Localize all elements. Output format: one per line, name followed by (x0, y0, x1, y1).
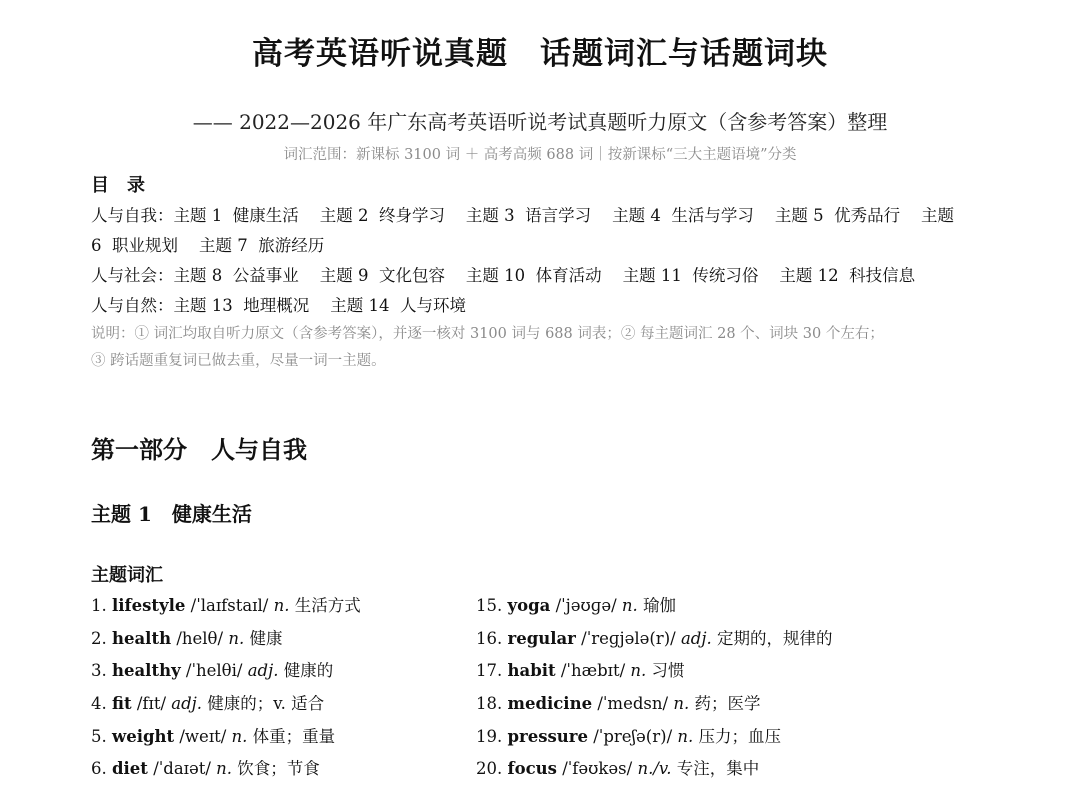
entry-phonetic: /ˈreɡjələ(r)/ (581, 628, 676, 648)
entry-number: 19. (476, 726, 503, 746)
document-subtitle: —— 2022—2026 年广东高考英语听说考试真题听力原文（含参考答案）整理 (192, 110, 888, 134)
entry-phonetic: /ˈdaɪət/ (153, 759, 211, 779)
vocab-column-right (476, 594, 832, 790)
part-title: 第一部分 人与自我 (91, 435, 307, 464)
entry-meaning: 健康的；v. 适合 (207, 694, 325, 714)
entry-phonetic: /ˈmedsn/ (597, 694, 669, 714)
vocab-entry (476, 725, 832, 758)
document-title: 高考英语听说真题 话题词汇与话题词块 (252, 36, 828, 72)
entry-meaning: 健康 (249, 628, 283, 648)
entry-meaning: 健康的 (283, 661, 334, 681)
vocab-entry (476, 594, 832, 627)
entry-part-of-speech: n. (621, 596, 638, 615)
toc-line-self-1: 人与自我：主题 1 健康生活 主题 2 终身学习 主题 3 语言学习 主题 4 生活与学习 主题 5 优秀品行 主题 (91, 206, 955, 225)
theme-title: 主题 1 健康生活 (91, 502, 252, 526)
vocab-heading: 主题词汇 (91, 565, 163, 586)
entry-part-of-speech: n. (630, 661, 647, 681)
entry-phonetic: /helθ/ (176, 628, 224, 648)
entry-meaning: 定期的，规律的 (716, 628, 833, 648)
entry-number: 17. (476, 661, 503, 681)
toc-note-1: 说明：① 词汇均取自听力原文（含参考答案），并逐一核对 3100 词与 688 词表；② 每主题词汇 28 个、词块 30 个左右； (91, 326, 884, 342)
entry-number: 1. (91, 596, 107, 615)
toc-heading: 目 录 (91, 175, 145, 196)
entry-part-of-speech: n. (273, 596, 290, 615)
entry-meaning: 体重；重量 (252, 726, 336, 746)
entry-phonetic: /ˈlaɪfstaɪl/ (190, 596, 269, 615)
entry-number: 16. (476, 628, 503, 648)
entry-word: focus (507, 759, 557, 779)
entry-word: fit (112, 694, 132, 714)
entry-number: 4. (91, 694, 107, 714)
vocab-entry (476, 692, 832, 725)
entry-meaning: 饮食；节食 (237, 759, 320, 779)
vocab-entry (91, 627, 361, 660)
entry-phonetic: /ˈfəʊkəs/ (562, 759, 633, 779)
vocab-entry (476, 627, 832, 660)
vocab-entry (91, 659, 361, 692)
entry-word: yoga (507, 596, 551, 615)
entry-meaning: 专注，集中 (676, 759, 760, 779)
toc-note-2: ③ 跨话题重复词已做去重，尽量一词一主题。 (91, 353, 386, 369)
entry-phonetic: /weɪt/ (179, 726, 227, 746)
entry-meaning: 药；医学 (694, 694, 761, 714)
entry-part-of-speech: n. (231, 726, 248, 746)
vocab-entry (476, 757, 832, 790)
entry-word: lifestyle (112, 596, 186, 615)
entry-word: pressure (507, 726, 588, 746)
entry-part-of-speech: n. (216, 759, 233, 779)
vocabulary-scope-note: 词汇范围：新课标 3100 词 ＋ 高考高频 688 词｜按新课标“三大主题语境”分类 (283, 147, 797, 163)
entry-word: medicine (507, 694, 593, 714)
entry-number: 18. (476, 694, 503, 714)
entry-word: health (112, 628, 172, 648)
vocab-entry (476, 659, 832, 692)
entry-phonetic: /ˈpreʃə(r)/ (593, 726, 673, 746)
entry-number: 6. (91, 759, 107, 779)
entry-part-of-speech: adj. (680, 628, 712, 648)
vocab-entry (91, 725, 361, 758)
entry-part-of-speech: adj. (247, 661, 279, 681)
entry-number: 3. (91, 661, 107, 681)
entry-part-of-speech: n. (677, 726, 694, 746)
toc-line-society: 人与社会：主题 8 公益事业 主题 9 文化包容 主题 10 体育活动 主题 11 传统习俗 主题 12 科技信息 (91, 266, 916, 285)
entry-part-of-speech: n. (228, 628, 245, 648)
entry-number: 2. (91, 628, 107, 648)
entry-number: 20. (476, 759, 503, 779)
toc-line-self-2: 6 职业规划 主题 7 旅游经历 (91, 236, 325, 255)
entry-meaning: 瑜伽 (643, 596, 677, 615)
entry-part-of-speech: n./v. (637, 759, 672, 779)
entry-word: weight (112, 726, 175, 746)
entry-number: 15. (476, 596, 503, 615)
entry-word: healthy (112, 661, 181, 681)
vocab-column-left (91, 594, 361, 790)
entry-meaning: 习惯 (651, 661, 685, 681)
entry-number: 5. (91, 726, 107, 746)
entry-word: diet (112, 759, 148, 779)
vocab-entry (91, 692, 361, 725)
entry-phonetic: /fɪt/ (136, 694, 167, 714)
vocab-entry (91, 594, 361, 627)
entry-meaning: 压力；血压 (698, 726, 781, 746)
entry-word: habit (507, 661, 556, 681)
toc-line-nature: 人与自然：主题 13 地理概况 主题 14 人与环境 (91, 296, 466, 315)
entry-phonetic: /ˈjəʊɡə/ (555, 596, 617, 615)
entry-part-of-speech: adj. (171, 694, 203, 714)
entry-word: regular (507, 628, 576, 648)
entry-part-of-speech: n. (673, 694, 690, 714)
entry-phonetic: /ˈhelθi/ (185, 661, 243, 681)
entry-meaning: 生活方式 (294, 596, 361, 615)
entry-phonetic: /ˈhæbɪt/ (560, 661, 626, 681)
vocab-entry (91, 757, 361, 790)
